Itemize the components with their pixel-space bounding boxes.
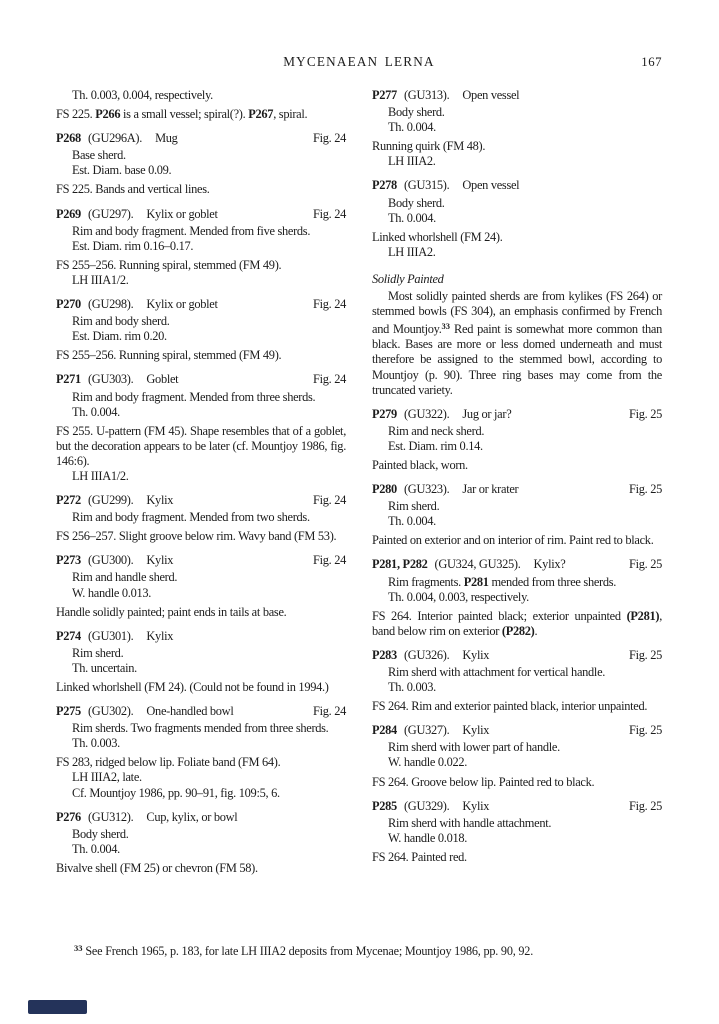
comment-paragraph: Handle solidly painted; paint ends in tails at base. [56, 604, 287, 619]
detail-line: Rim sherd with lower part of handle. [388, 740, 560, 755]
entry-heading [56, 207, 346, 222]
figure-reference: Fig. 24 [312, 553, 346, 568]
footnote [56, 941, 662, 959]
vessel-name: Mug [155, 131, 178, 146]
detail-line: Th. 0.004. [72, 841, 120, 856]
catalog-number: P284 [372, 723, 397, 738]
footnote-marker: 33 [74, 943, 83, 953]
vessel-name: Kylix [146, 628, 174, 643]
catalog-number: P283 [372, 647, 397, 662]
vessel-name: Kylix [462, 798, 490, 813]
entry-heading [56, 131, 346, 146]
entry-heading [56, 372, 346, 387]
detail-line: Cf. Mountjoy 1986, pp. 90–91, fig. 109:5, 6. [72, 785, 280, 800]
catalog-number: P285 [372, 798, 397, 813]
inventory-number: (GU326). [403, 647, 450, 662]
detail-line: Th. 0.003. [388, 680, 436, 695]
figure-reference: Fig. 25 [628, 406, 662, 421]
comment-paragraph: Linked whorlshell (FM 24). [372, 229, 503, 244]
comment-paragraph: Linked whorlshell (FM 24). (Could not be found in 1994.) [56, 680, 329, 694]
detail-line: Rim sherd. [388, 499, 440, 514]
entry-heading [56, 704, 346, 719]
detail-line: Body sherd. [72, 826, 129, 841]
detail-line: Th. 0.004. [388, 210, 436, 225]
detail-line: Base sherd. [72, 148, 126, 163]
catalog-number: P274 [56, 628, 81, 643]
comment-paragraph: Painted on exterior and on interior of rim. Paint red to black. [372, 533, 654, 548]
footnote-reference: 33 [441, 321, 450, 332]
detail-line: Rim and body fragment. Mended from two sherds. [72, 510, 310, 525]
detail-line: Th. 0.004. [388, 120, 436, 135]
comment-paragraph: FS 255–256. Running spiral, stemmed (FM 49). [56, 348, 282, 363]
detail-line: LH IIIA1/2. [72, 468, 129, 483]
entry-heading [56, 493, 346, 508]
catalog-number: P271 [56, 372, 81, 387]
figure-reference: Fig. 25 [628, 557, 662, 572]
catalog-number: P277 [372, 88, 397, 102]
emphasized-text: (P281) [626, 608, 660, 623]
catalog-number: P276 [56, 809, 81, 824]
emphasized-text: P266 [95, 107, 121, 122]
catalog-number: P269 [56, 206, 81, 221]
inventory-number: (GU301). [87, 628, 134, 643]
inventory-number: (GU296A). [87, 131, 143, 146]
scan-artifact-mark [28, 1000, 87, 1014]
figure-reference: Fig. 25 [628, 798, 662, 813]
detail-line: Th. 0.004. [72, 404, 120, 419]
inventory-number: (GU322). [403, 406, 450, 421]
entry-heading [372, 482, 662, 497]
vessel-name: Kylix or goblet [146, 297, 218, 312]
detail-line: Th. 0.003, 0.004, respectively. [72, 88, 213, 102]
vessel-name: Open vessel [462, 178, 520, 193]
inventory-number: (GU323). [403, 482, 450, 497]
comment-paragraph: FS 264. Interior painted black; exterior unpainted (P281), band below rim on exterior (P282). [372, 608, 662, 638]
running-header [56, 54, 662, 71]
vessel-name: Goblet [146, 372, 179, 387]
entry-heading [372, 648, 662, 663]
detail-line: Rim and body sherd. [72, 314, 170, 329]
inventory-number: (GU324, GU325). [434, 557, 521, 572]
catalog-number: P268 [56, 131, 81, 146]
comment-paragraph: Running quirk (FM 48). [372, 139, 486, 154]
vessel-name: Kylix [146, 493, 174, 508]
catalog-number: P278 [372, 178, 397, 193]
comment-paragraph: FS 225. Bands and vertical lines. [56, 182, 210, 197]
body-paragraph: Most solidly painted sherds are from kylikes (FS 264) or stemmed bowls (FS 304), an emphasis confirmed by French and Mountjoy.$^{33}$ Red paint is somewhat more common than black. Bases are more or less domed underneath and must therefore be assigned to the stemmed bowl, according to Mountjoy (p. 90). Three ring bases may come from the truncated variety. [372, 289, 662, 397]
catalog-number: P272 [56, 493, 81, 508]
entry-heading [372, 799, 662, 814]
figure-reference: Fig. 24 [312, 131, 346, 146]
vessel-name: Jug or jar? [462, 406, 512, 421]
detail-line: W. handle 0.013. [72, 585, 152, 600]
detail-line: Est. Diam. rim 0.16–0.17. [72, 238, 194, 253]
inventory-number: (GU297). [87, 206, 134, 221]
entry-heading [56, 810, 346, 825]
detail-line: W. handle 0.018. [388, 830, 468, 845]
comment-paragraph: Painted black, worn. [372, 457, 468, 472]
emphasized-text: P267 [248, 107, 274, 122]
detail-line: LH IIIA2. [388, 154, 436, 169]
figure-reference: Fig. 24 [312, 704, 346, 719]
detail-line: Th. 0.004. [388, 514, 436, 529]
comment-paragraph: FS 264. Groove below lip. Painted red to black. [372, 774, 595, 789]
inventory-number: (GU302). [87, 704, 134, 719]
comment-paragraph: FS 264. Rim and exterior painted black, interior unpainted. [372, 699, 648, 714]
detail-line: Th. uncertain. [72, 660, 137, 675]
inventory-number: (GU298). [87, 297, 134, 312]
inventory-number: (GU303). [87, 372, 134, 387]
page-number: 167 [641, 55, 662, 69]
detail-line: Est. Diam. base 0.09. [72, 163, 172, 178]
two-column-body [56, 88, 662, 876]
entry-heading [56, 553, 346, 568]
figure-reference: Fig. 24 [312, 493, 346, 508]
vessel-name: Kylix [462, 723, 490, 738]
emphasized-text: P281 [463, 574, 489, 589]
detail-line: Body sherd. [388, 105, 445, 120]
detail-line: Rim sherd with handle attachment. [388, 815, 552, 830]
footnote-text: See French 1965, p. 183, for late LH IIIA2 deposits from Mycenae; Mountjoy 1986, pp. 90, 92. [85, 944, 534, 958]
vessel-name: Open vessel [462, 88, 520, 102]
entry-heading [56, 629, 346, 644]
figure-reference: Fig. 25 [628, 723, 662, 738]
comment-paragraph: Bivalve shell (FM 25) or chevron (FM 58). [56, 860, 258, 875]
column-left [56, 88, 346, 876]
detail-line: Th. 0.003. [72, 736, 120, 751]
vessel-name: Kylix [462, 647, 490, 662]
catalog-number: P270 [56, 297, 81, 312]
detail-line: Rim and handle sherd. [72, 570, 178, 585]
detail-line: Est. Diam. rim 0.20. [72, 329, 167, 344]
detail-line: LH IIIA1/2. [72, 272, 129, 287]
vessel-name: One-handled bowl [146, 704, 234, 719]
detail-line: W. handle 0.022. [388, 755, 468, 770]
inventory-number: (GU300). [87, 553, 134, 568]
figure-reference: Fig. 25 [628, 647, 662, 662]
figure-reference: Fig. 24 [312, 372, 346, 387]
figure-reference: Fig. 24 [312, 206, 346, 221]
catalog-number: P275 [56, 704, 81, 719]
inventory-number: (GU329). [403, 798, 450, 813]
inventory-number: (GU327). [403, 723, 450, 738]
inventory-number: (GU313). [403, 88, 450, 102]
entry-heading [372, 88, 662, 103]
detail-line: Rim and neck sherd. [388, 423, 485, 438]
catalog-number: P273 [56, 553, 81, 568]
detail-line: Est. Diam. rim 0.14. [388, 438, 483, 453]
detail-line: Rim and body fragment. Mended from three sherds. [72, 389, 316, 404]
catalog-number: P279 [372, 406, 397, 421]
comment-paragraph: FS 255. U-pattern (FM 45). Shape resembles that of a goblet, but the decoration appears to be later (cf. Mountjoy 1986, fig. 146:6). [56, 423, 346, 468]
figure-reference: Fig. 25 [628, 482, 662, 497]
catalog-number: P280 [372, 482, 397, 497]
catalog-number: P281, P282 [372, 557, 428, 572]
detail-line: Rim sherd with attachment for vertical handle. [388, 665, 606, 679]
comment-paragraph: FS 256–257. Slight groove below rim. Wavy band (FM 53). [56, 529, 337, 544]
vessel-name: Kylix or goblet [146, 206, 218, 221]
comment-paragraph: FS 264. Painted red. [372, 849, 467, 864]
emphasized-text: (P282) [501, 623, 535, 638]
figure-reference: Fig. 24 [312, 297, 346, 312]
comment-paragraph: FS 283, ridged below lip. Foliate band (FM 64). [56, 755, 281, 770]
vessel-name: Jar or krater [462, 482, 519, 497]
comment-paragraph: FS 225. P266 is a small vessel; spiral(?). P267, spiral. [56, 107, 308, 122]
inventory-number: (GU299). [87, 493, 134, 508]
detail-line: Rim sherds. Two fragments mended from three sherds. [72, 721, 329, 736]
detail-line: Rim and body fragment. Mended from five sherds. [72, 223, 311, 238]
detail-line: LH IIIA2, late. [72, 770, 142, 785]
entry-heading [372, 407, 662, 422]
comment-paragraph: FS 255–256. Running spiral, stemmed (FM 49). [56, 257, 282, 272]
entry-heading [372, 557, 662, 572]
entry-heading [372, 178, 662, 193]
detail-line: Body sherd. [388, 195, 445, 210]
section-heading: Solidly Painted [372, 271, 444, 286]
detail-line: Rim sherd. [72, 645, 124, 660]
column-right [372, 88, 662, 876]
vessel-name: Kylix? [533, 557, 566, 572]
vessel-name: Kylix [146, 553, 174, 568]
page-title: MYCENAEAN LERNA [283, 54, 435, 69]
inventory-number: (GU312). [87, 809, 134, 824]
detail-line: Rim fragments. P281 mended from three sherds. [388, 574, 617, 589]
detail-line: LH IIIA2. [388, 244, 436, 259]
inventory-number: (GU315). [403, 178, 450, 193]
detail-line: Th. 0.004, 0.003, respectively. [388, 589, 529, 604]
entry-heading [372, 723, 662, 738]
vessel-name: Cup, kylix, or bowl [146, 809, 238, 824]
entry-heading [56, 297, 346, 312]
